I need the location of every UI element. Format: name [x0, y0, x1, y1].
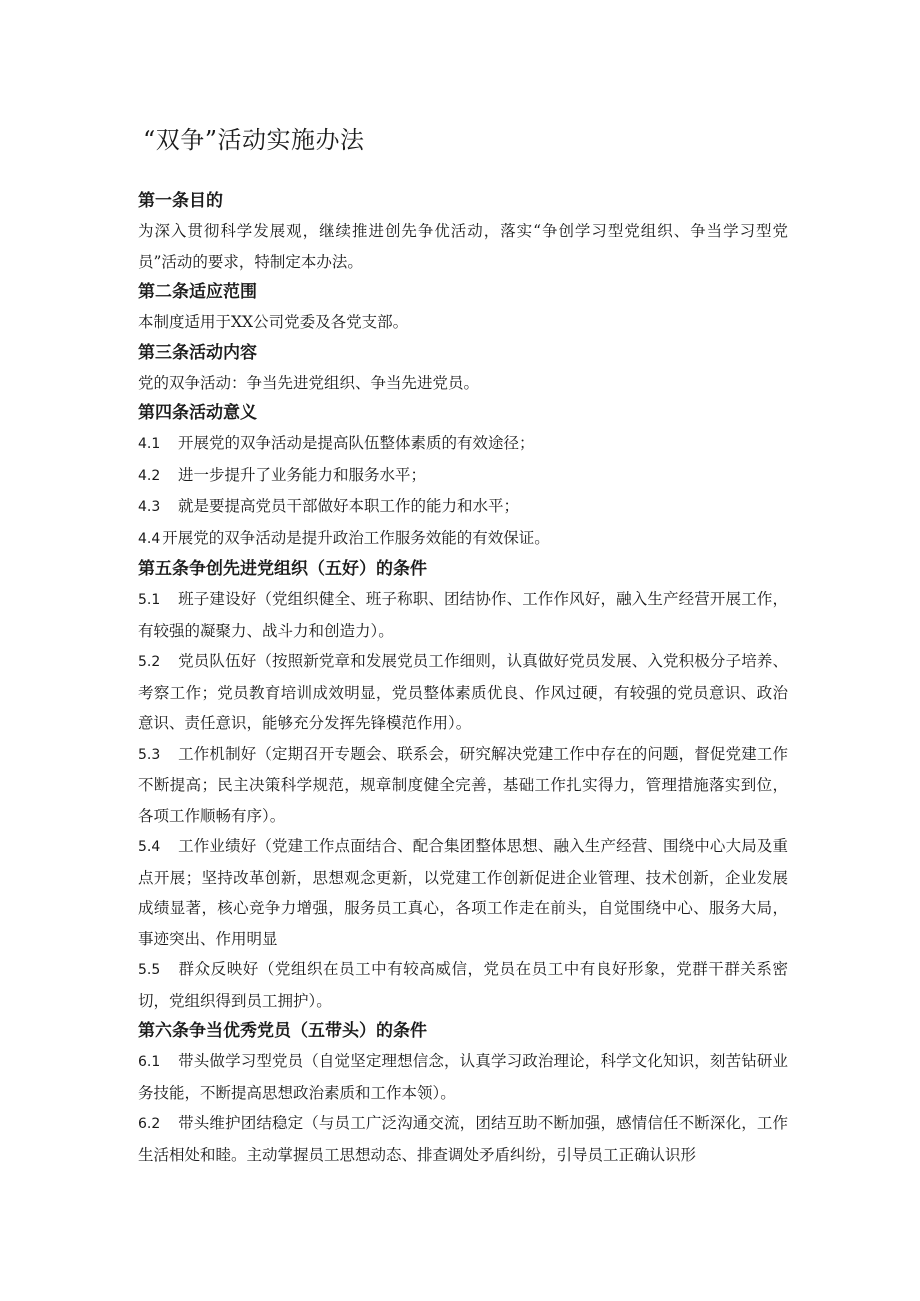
item-number: 4.3 — [138, 499, 161, 515]
list-item — [138, 831, 788, 954]
item-number: 4.2 — [138, 467, 161, 484]
item-number: 5.1 — [138, 592, 161, 608]
article-5-heading: 第五条争创先进党组织（五好）的条件 — [138, 559, 427, 579]
item-text: 党员队伍好（按照新党章和发展党员工作细则，认真做好党员发展、入党积极分子培养、考察工作；党员教育培训成效明显，党员整体素质优良、作风过硬，有较强的党员意识、政治意识、责任意识，能够充分发挥先锋模范作用）。 — [138, 652, 788, 732]
item-text: 群众反映好（党组织在员工中有较高威信，党员在员工中有良好形象，党群干群关系密切，党组织得到员工拥护）。 — [138, 960, 788, 1010]
item-text: 带头维护团结稳定（与员工广泛沟通交流，团结互助不断加强，感情信任不断深化，工作生活相处和睦。主动掌握员工思想动态、排查调处矛盾纠纷，引导员工正确认识形 — [138, 1114, 788, 1164]
list-item — [138, 1108, 788, 1170]
list-item — [138, 739, 788, 832]
item-number: 4.4 — [138, 530, 161, 547]
list-item — [138, 954, 788, 1016]
item-number: 5.3 — [138, 746, 161, 763]
item-text: 带头做学习型党员（自觉坚定理想信念，认真学习政治理论，科学文化知识，刻苦钻研业务技能，不断提高思想政治素质和工作本领）。 — [138, 1052, 788, 1102]
item-number: 4.1 — [138, 436, 161, 452]
article-2-heading: 第二条适应范围 — [138, 282, 257, 302]
item-text: 开展党的双争活动是提升政治工作服务效能的有效保证。 — [162, 528, 550, 547]
article-3-text: 党的双争活动：争当先进党组织、争当先进党员。 — [138, 373, 480, 392]
item-number: 5.5 — [138, 962, 161, 978]
item-number: 5.4 — [138, 839, 161, 855]
item-number: 6.1 — [138, 1054, 161, 1070]
item-text: 开展党的双争活动是提高队伍整体素质的有效途径； — [178, 434, 535, 452]
document-title: “双争”活动实施办法 — [143, 126, 365, 154]
article-1-heading: 第一条目的 — [138, 191, 223, 211]
item-text: 工作机制好（定期召开专题会、联系会，研究解决党建工作中存在的问题，督促党建工作不断提高；民主决策科学规范，规章制度健全完善，基础工作扎实得力，管理措施落实到位，各项工作顺畅有序）。 — [138, 744, 788, 825]
list-item — [138, 523, 788, 555]
list-item — [138, 428, 788, 460]
list-item — [138, 1046, 788, 1108]
article-4-heading: 第四条活动意义 — [138, 403, 257, 423]
item-text: 工作业绩好（党建工作点面结合、配合集团整体思想、融入生产经营、围绕中心大局及重点开展；坚持改革创新，思想观念更新，以党建工作创新促进企业管理、技术创新，企业发展成绩显著，核心竞争力增强，服务员工真心，各项工作走在前头，自觉围绕中心、服务大局，事迹突出、作用明显 — [138, 837, 788, 948]
document-body — [138, 186, 788, 1170]
article-2-text: 本制度适用于XX公司党委及各党支部。 — [138, 313, 409, 331]
list-item — [138, 460, 788, 492]
item-text: 班子建设好（党组织健全、班子称职、团结协作、工作作风好，融入生产经营开展工作，有较强的凝聚力、战斗力和创造力）。 — [138, 590, 788, 640]
list-item — [138, 584, 788, 646]
item-number: 5.2 — [138, 654, 161, 670]
list-item — [138, 646, 788, 739]
article-1-text: 为深入贯彻科学发展观，继续推进创先争优活动，落实“争创学习型党组织、争当学习型党员”活动的要求，特制定本办法。 — [138, 222, 788, 271]
article-3-heading: 第三条活动内容 — [138, 342, 257, 363]
article-6-heading: 第六条争当优秀党员（五带头）的条件 — [138, 1021, 427, 1041]
item-number: 6.2 — [138, 1116, 161, 1132]
item-text: 进一步提升了业务能力和服务水平； — [178, 465, 427, 484]
list-item — [138, 491, 788, 523]
item-text: 就是要提高党员干部做好本职工作的能力和水平； — [178, 497, 520, 515]
